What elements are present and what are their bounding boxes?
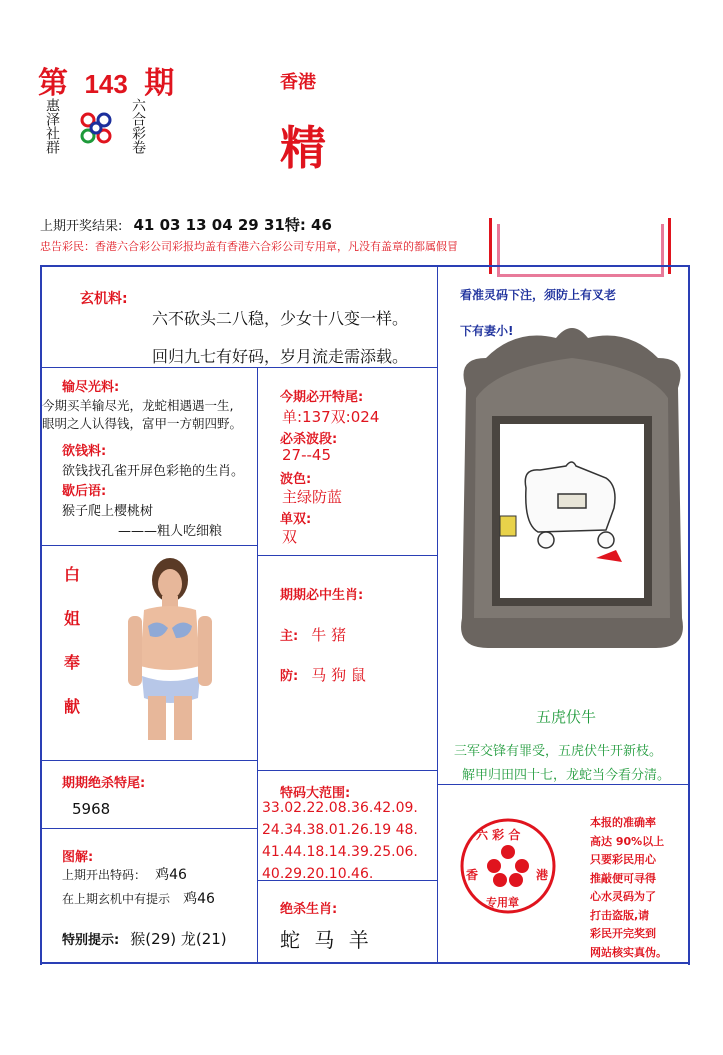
big-character: 精 <box>280 121 326 175</box>
xuanji-label: 玄机料: <box>80 291 128 307</box>
divider-mid-4 <box>257 770 438 771</box>
wave-label: 必杀波段: <box>280 432 338 447</box>
accuracy-line: 只要彩民用心 <box>590 853 656 866</box>
main-label: 主: <box>280 629 299 644</box>
color-value: 主绿防蓝 <box>282 488 343 506</box>
warning-text: 忠告彩民：香港六合彩公司彩报均盖有香港六合彩公司专用章，凡没有盖章的都属假冒 <box>40 240 458 253</box>
yuqian-label: 欲钱料: <box>62 444 107 459</box>
fang-label: 防: <box>280 669 299 684</box>
juesha-wei-value: 5968 <box>72 800 111 818</box>
accuracy-line: 推敲便可寻得 <box>590 871 656 885</box>
seal-left: 香 <box>466 868 479 882</box>
juesha-sx-value: 蛇 马 羊 <box>280 928 373 952</box>
issue-prefix: 第 <box>38 66 68 101</box>
seal-top: 六 彩 合 <box>476 828 521 842</box>
right-top-line1: 看准灵码下注，须防上有叉老 <box>460 288 617 302</box>
color-label: 波色: <box>280 472 312 487</box>
baijie-text <box>64 562 80 738</box>
ornate-frame-picture <box>456 318 688 658</box>
juesha-wei-label: 期期绝杀特尾: <box>62 776 146 791</box>
wuhu-title: 五虎伏牛 <box>536 708 597 726</box>
red-rail <box>497 274 664 277</box>
tebie-value: 猴(29) 龙(21) <box>130 930 227 948</box>
tewei-label: 今期必开特尾: <box>280 390 364 405</box>
tujie-line2-val: 鸡46 <box>183 891 215 907</box>
tujie-line2 <box>62 888 215 908</box>
tujie-line2-text: 在上期玄机中有提示 <box>62 892 171 906</box>
left-vertical-text: 惠泽社群 <box>44 98 60 154</box>
tema-row: 40.29.20.10.46. <box>262 866 374 882</box>
bizhong-main <box>280 624 346 645</box>
bizhong-fang <box>280 664 366 685</box>
lottery-logo-icon <box>78 110 114 146</box>
model-photo <box>122 556 218 740</box>
tewei-value: 单:137双:024 <box>282 408 380 426</box>
tebie-row <box>62 928 227 949</box>
right-top-line2: 下有妻小! <box>460 324 514 338</box>
tebie-label: 特别提示: <box>62 933 120 948</box>
accuracy-line: 打击盗版,请 <box>590 908 650 922</box>
seal-right: 港 <box>536 868 549 882</box>
accuracy-line: 彩民开完奖到 <box>590 927 656 940</box>
baijie-char: 奉 <box>64 653 81 672</box>
shujin-line2: 眼明之人认得钱，富甲一方朝四野。 <box>42 416 243 431</box>
divider-right-col <box>437 265 438 962</box>
yuqian-line1: 欲钱找孔雀开屏色彩艳的生肖。 <box>62 464 245 479</box>
accuracy-line: 网站核实真伪。 <box>590 945 667 959</box>
baijie-char: 献 <box>64 697 81 716</box>
divider-mid-3 <box>40 760 258 761</box>
wuhu-line2: 解甲归田四十七，龙蛇当今看分清。 <box>462 768 671 783</box>
tujie-line1-val: 鸡46 <box>155 867 187 883</box>
divider-mid-2 <box>257 555 438 556</box>
tema-row: 24.34.38.01.26.19 48. <box>262 822 418 838</box>
juesha-sx-label: 绝杀生肖: <box>280 902 338 917</box>
issue-suffix: 期 <box>144 66 175 101</box>
seal-bottom: 专用章 <box>486 896 519 909</box>
xiehou-line1: 猴子爬上樱桃树 <box>62 504 154 519</box>
shujin-label: 输尽光料: <box>62 380 120 395</box>
ds-label: 单双: <box>280 512 312 527</box>
xuanji-line1: 六不砍头二八稳，少女十八变一样。 <box>152 309 409 328</box>
baijie-char: 白 <box>64 565 81 584</box>
frame-bottom <box>40 962 690 964</box>
frame-right <box>688 265 690 965</box>
baijie-char: 姐 <box>64 609 81 628</box>
xiehou-line2: ———粗人吃细粮 <box>118 524 223 539</box>
result-row <box>40 214 332 235</box>
divider-xuanji <box>40 367 438 368</box>
issue-number: 143 <box>84 69 128 99</box>
tema-row: 41.44.18.14.39.25.06. <box>262 844 418 860</box>
tujie-line1 <box>62 864 187 884</box>
accuracy-line: 本报的准确率 <box>590 816 656 829</box>
tema-row: 33.02.22.08.36.42.09. <box>262 800 418 816</box>
main-value: 牛 猪 <box>311 626 347 644</box>
region-title: 香港 <box>280 72 316 93</box>
accuracy-line: 高达 90%以上 <box>590 834 665 848</box>
wuhu-line1: 三军交锋有罪受，五虎伏牛开新枝。 <box>454 744 663 759</box>
accuracy-line: 心水灵码为了 <box>590 890 656 903</box>
frame-left <box>40 265 42 965</box>
divider-right-1 <box>437 784 689 785</box>
accuracy-block <box>590 814 686 962</box>
tema-label: 特码大范围: <box>280 786 351 801</box>
divider-mid-col <box>257 368 258 962</box>
shujin-line1: 今期买羊输尽光，龙蛇相遇遇一生, <box>42 398 234 413</box>
xiehou-label: 歇后语: <box>62 484 107 499</box>
wave-value: 27--45 <box>282 446 331 464</box>
tujie-label: 图解: <box>62 850 94 865</box>
result-numbers: 41 03 13 04 29 31特: 46 <box>133 216 332 234</box>
ds-value: 双 <box>282 528 298 546</box>
result-label: 上期开奖结果: <box>40 219 123 234</box>
xuanji-line2: 回归九七有好码，岁月流走需添载。 <box>152 347 409 366</box>
frame-top <box>40 265 690 267</box>
issue-title <box>38 58 174 102</box>
bizhong-label: 期期必中生肖: <box>280 588 364 603</box>
tujie-line1-text: 上期开出特码： <box>62 868 147 882</box>
fang-value: 马 狗 鼠 <box>311 666 366 684</box>
divider-mid-1 <box>40 545 258 546</box>
right-vertical-text: 六合彩卷 <box>130 98 146 154</box>
divider-mid-5 <box>40 828 258 829</box>
